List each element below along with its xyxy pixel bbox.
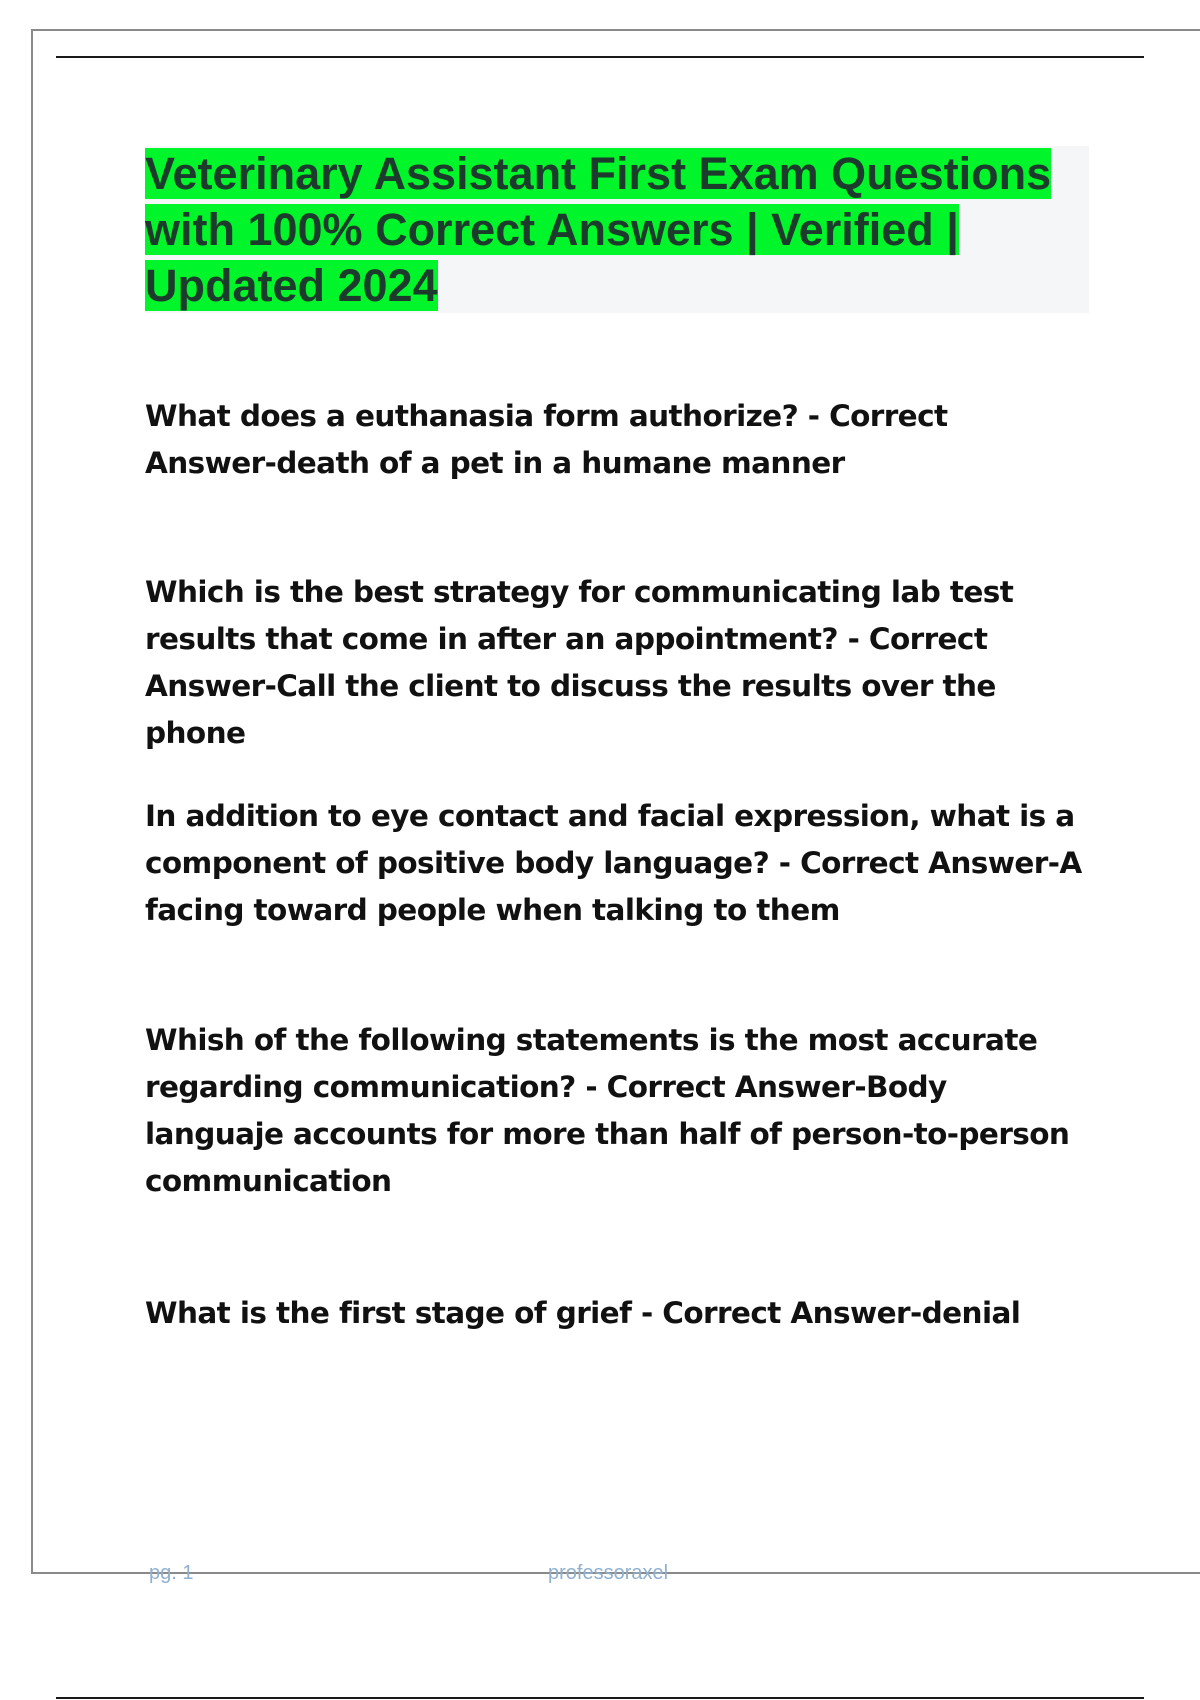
qa-entry-3: In addition to eye contact and facial expression, what is a component of positive body language? - Correct Answer-A facing toward people when talking to them: [145, 799, 1082, 927]
bottom-rule: [56, 1697, 1144, 1699]
top-rule: [56, 56, 1144, 58]
title-highlight: Veterinary Assistant First Exam Questions with 100% Correct Answers | Verified | Updated 2024: [145, 148, 1052, 311]
footer-page-number: pg. 1: [149, 1562, 194, 1584]
title-box: [145, 146, 1089, 313]
footer-author: professoraxel: [548, 1562, 669, 1584]
qa-entry-2: Which is the best strategy for communicating lab test results that come in after an appointment? - Correct Answer-Call the client to discuss the results over the phone: [145, 575, 1014, 750]
document-title: [145, 146, 1089, 314]
qa-entry-1: What does a euthanasia form authorize? - Correct Answer-death of a pet in a humane manner: [145, 399, 948, 480]
qa-entry-5: What is the first stage of grief - Correct Answer-denial: [145, 1296, 1021, 1330]
qa-entry-4: Whish of the following statements is the most accurate regarding communication? - Correct Answer-Body languaje accounts for more than half of person-to-person communication: [145, 1023, 1070, 1198]
